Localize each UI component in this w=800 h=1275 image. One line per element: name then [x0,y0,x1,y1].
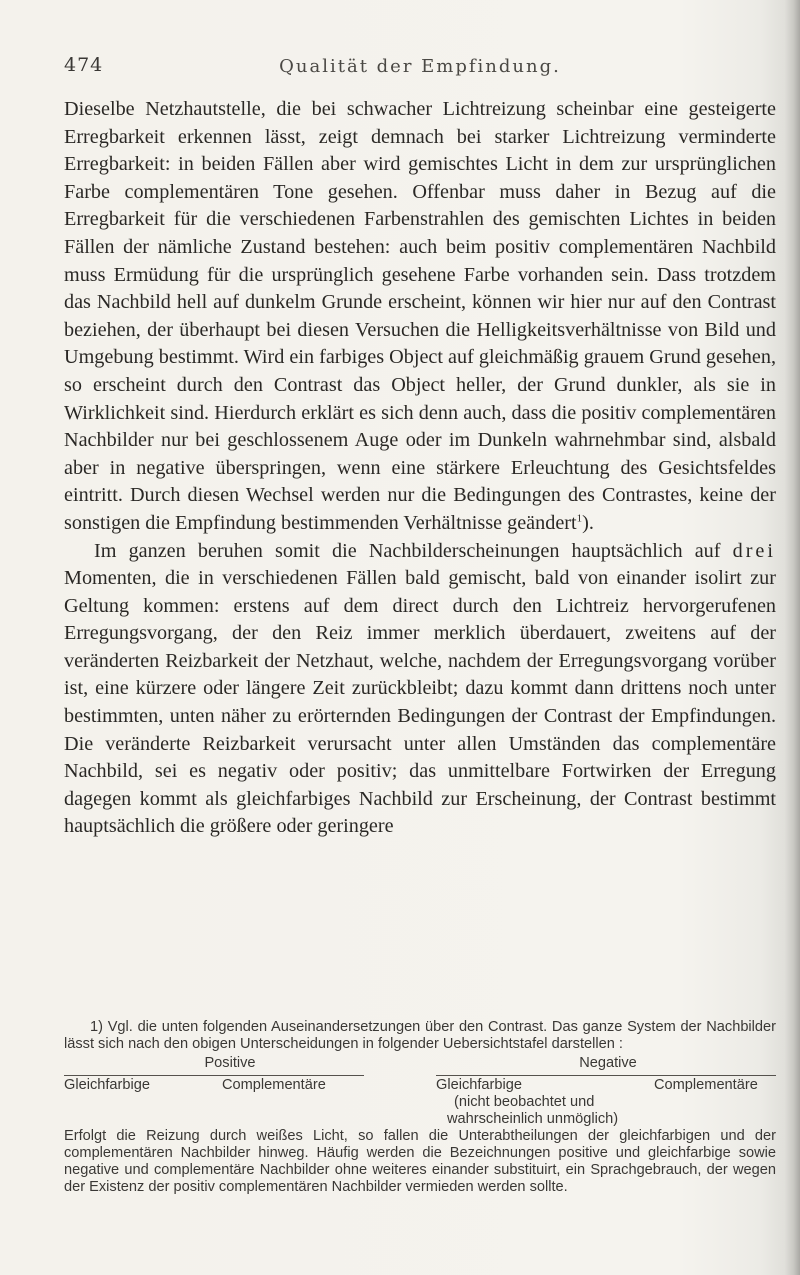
table-cell: Gleichfarbige [436,1076,522,1093]
table-rule-positive [64,1075,364,1076]
footnote-reference: 1 [576,512,583,525]
table-note-row [64,1111,776,1128]
footnote-intro-text: Vgl. die unten folgenden Auseinandersetzungen über den Contrast. Das ganze System der Nachbilder lässt sich nach den obigen Unterscheidungen in folgender Uebersichtstafel darstellen : [64,1019,777,1053]
paragraph-end: ). [582,511,594,534]
table-note: (nicht beobachtet und [454,1093,595,1110]
table-header [64,1055,776,1077]
table-rule-negative [436,1075,776,1076]
table-head-negative: Negative [579,1054,637,1071]
paragraph-text: Momenten, die in verschiedenen Fällen bald gemischt, bald von einander isolirt zur Geltung kommen: erstens auf dem direct durch den Lichtreiz hervorgerufenen Erregungsvorgang, der den Reiz immer merklich überdauert, zweitens auf der veränderten Reizbarkeit der Netzhaut, welche, nachdem der Erregungsvorgang vorüber ist, eine kürzere oder längere Zeit zurückbleibt; dazu kommt dann drittens noch unter bestimmten, unten näher zu erörternden Bedingungen der Contrast der Empfindungen. Die veränderte Reizbarkeit verursacht unter allen Umständen das complementäre Nachbild, sei es negativ oder positiv; das unmittelbare Fortwirken der Erregung dagegen kommt als gleichfarbiges Nachbild zur Erscheinung, der Contrast bestimmt hauptsächlich die größere oder geringere [64,567,776,838]
footnote-marker: 1) [90,1019,108,1035]
table-cell: Complementäre [654,1076,758,1093]
paragraph [64,96,776,538]
table-cell: Gleichfarbige [64,1076,150,1093]
paragraph-text: Im ganzen beruhen somit die Nachbilderscheinungen hauptsächlich auf [94,539,733,562]
main-text [64,96,776,841]
table-cell: Complementäre [222,1076,326,1093]
footnote-intro [64,1019,776,1054]
page-edge [784,0,800,1275]
footnote-text: Erfolgt die Reizung durch weißes Licht, so fallen die Unterabtheilungen der gleichfarbigen und der complementären Nachbilder hinweg. Häufig werden die Bezeichnungen positive und gleichfarbige sowie negative und complementäre Nachbilder ohne weiteres einander substituirt, ein Sprachgebrauch, der wegen der Existenz der positiv complementären Nachbilder vermieden werden sollte. [64,1127,776,1196]
paragraph [64,538,776,842]
table-note-row [64,1094,776,1111]
emphasized-word: drei [732,539,776,562]
page-header [64,54,776,84]
table-row [64,1077,776,1094]
footnote [64,1019,776,1197]
table-head-positive: Positive [204,1054,256,1071]
table-note: wahrscheinlich unmöglich) [447,1110,619,1127]
paragraph-text: Dieselbe Netzhautstelle, die bei schwacher Lichtreizung scheinbar eine gesteigerte Erregbarkeit erkennen lässt, zeigt demnach bei starker Lichtreizung verminderte Erregbarkeit: in beiden Fällen aber wird gemischtes Licht in dem zur ursprünglichen Farbe complementären Tone gesehen. Offenbar muss daher in Bezug auf die Erregbarkeit für die verschiedenen Farbenstrahlen des gemischten Lichtes in beiden Fällen der nämliche Zustand bestehen: auch beim positiv complementären Nachbild muss Ermüdung für die ursprünglich gesehene Farbe vorhanden sein. Dass trotzdem das Nachbild hell auf dunkelm Grunde erscheint, können wir hier nur auf den Contrast beziehen, der überhaupt bei diesen Versuchen die Helligkeitsverhältnisse von Bild und Umgebung bestimmt. Wird ein farbiges Object auf gleichmäßig grauem Grund gesehen, so erscheint durch den Contrast das Object heller, der Grund dunkler, als sie in Wirklichkeit sind. Hierdurch erklärt es sich denn auch, dass die positiv complementären Nachbilder nur bei geschlossenem Auge oder im Dunkeln wahrnehmbar sind, alsbald aber in negative überspringen, wenn eine stärkere Erleuchtung des Gesichtsfeldes eintritt. Durch diesen Wechsel werden nur die Bedingungen des Contrastes, keine der sonstigen die Empfindung bestimmenden Verhältnisse geändert [64,98,776,534]
running-head: Qualität der Empfindung. [279,56,561,77]
page-number: 474 [64,54,104,76]
